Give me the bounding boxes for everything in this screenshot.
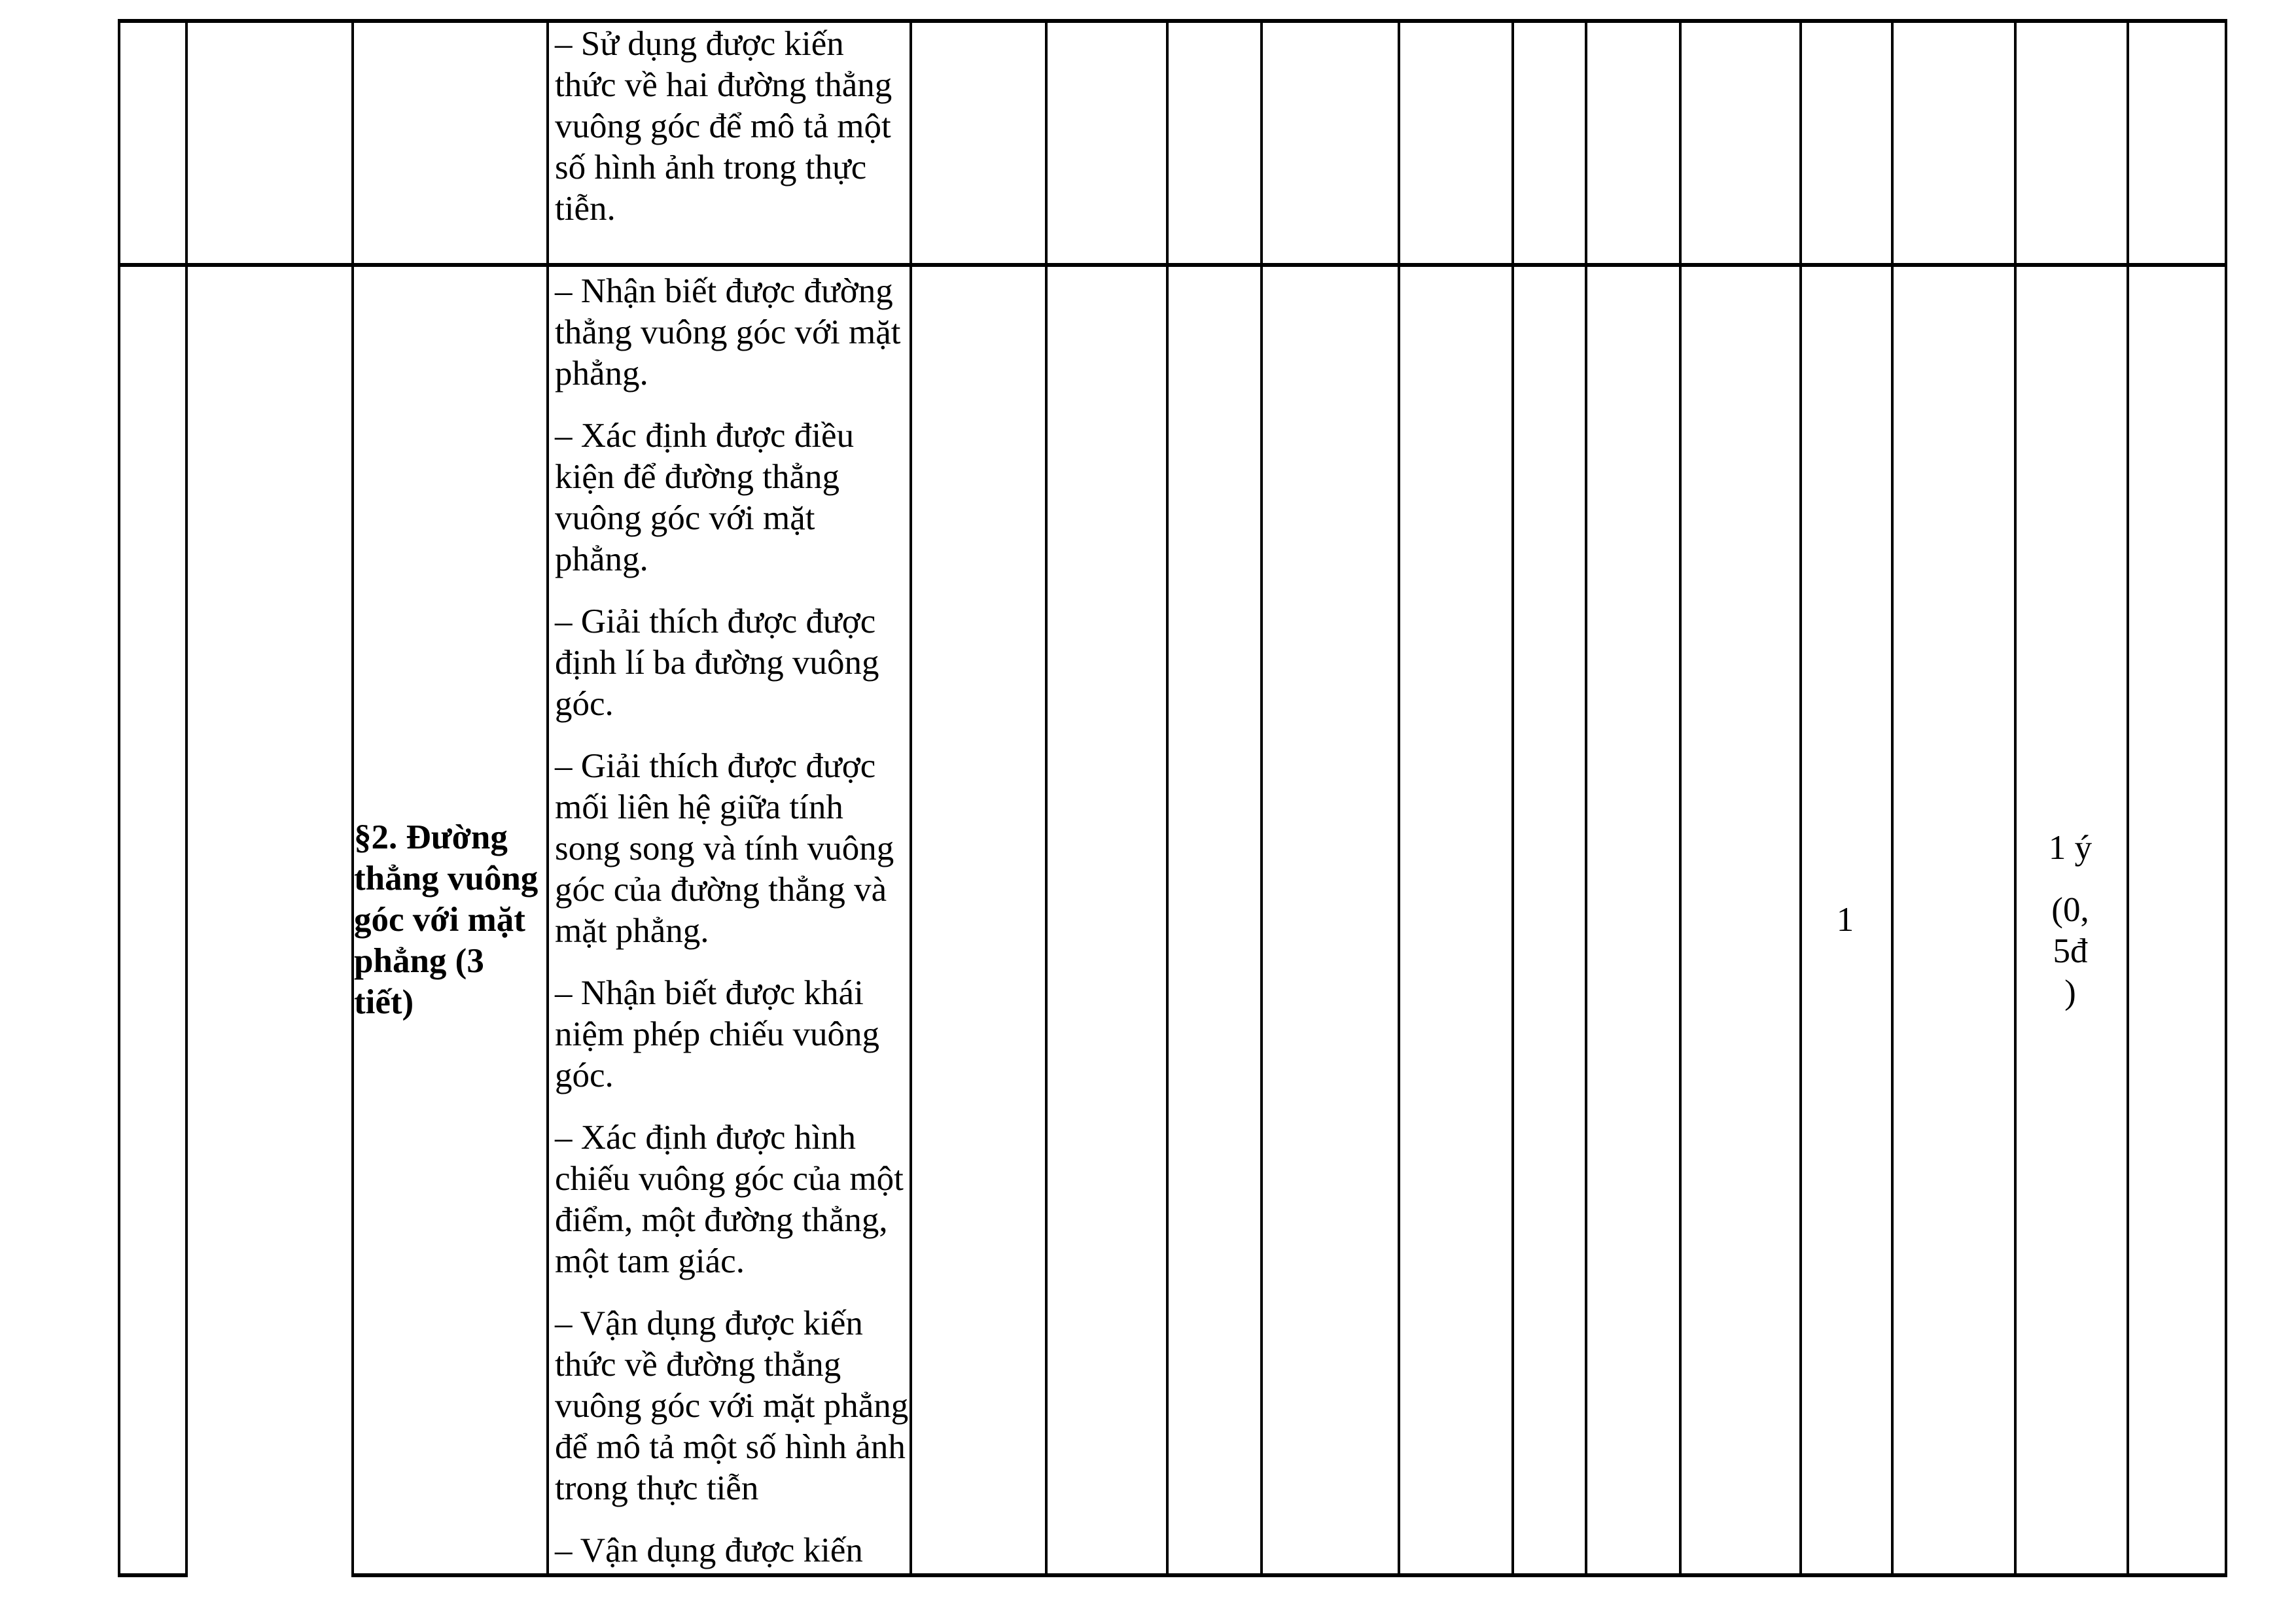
paragraph <box>555 1117 908 1282</box>
table-column-border <box>1260 19 1263 1577</box>
table-column-border <box>185 19 188 1577</box>
table-row-border-top <box>118 19 2227 23</box>
text-line: thức về đường thẳng <box>555 1346 841 1384</box>
paragraph <box>555 601 908 725</box>
text-line: góc của đường thẳng và <box>555 871 887 909</box>
text-line: góc. <box>555 1056 614 1094</box>
paragraph <box>555 271 908 394</box>
requirements-cell-continued <box>555 24 908 230</box>
text-line: vuông góc với mặt phẳng <box>555 1387 909 1425</box>
text-line: phẳng. <box>555 355 648 393</box>
table-column-border <box>2127 19 2129 1577</box>
text-line: thẳng vuông góc với mặt <box>555 313 901 351</box>
text-line: để mô tả một số hình ảnh <box>555 1428 906 1466</box>
table-column-border <box>1585 19 1587 1577</box>
table-column-border <box>1511 19 1514 1577</box>
paragraph <box>555 1530 908 1571</box>
text-line: 1 ý <box>2048 828 2093 867</box>
table-column-border <box>1398 19 1400 1577</box>
text-line: phẳng. <box>555 540 648 578</box>
requirements-cell <box>555 271 908 1571</box>
text-line: góc. <box>555 685 614 723</box>
text-line: song song và tính vuông <box>555 829 894 867</box>
text-line: trong thực tiễn <box>555 1469 759 1507</box>
text-line: vuông góc để mô tả một <box>555 107 891 145</box>
text-line: niệm phép chiếu vuông <box>555 1015 880 1053</box>
text-line: vuông góc với mặt <box>555 499 815 537</box>
text-line: §2. Đường <box>354 818 508 856</box>
table-column-border <box>2225 19 2227 1577</box>
text-line: kiện để đường thẳng <box>555 458 840 496</box>
text-line: – Nhận biết được đường <box>555 272 893 310</box>
paragraph <box>555 415 908 580</box>
text-line: – Vận dụng được kiến <box>555 1531 863 1569</box>
text-line: chiếu vuông góc của một <box>555 1160 904 1198</box>
text-line: thẳng vuông <box>354 860 539 898</box>
text-line: một tam giác. <box>555 1242 745 1280</box>
text-line: thức về hai đường thẳng <box>555 66 892 104</box>
question-count-cell <box>1802 267 1888 1573</box>
text-line: phẳng (3 <box>354 942 484 980</box>
text-line: số hình ảnh trong thực <box>555 148 867 186</box>
paragraph <box>555 746 908 952</box>
topic-cell <box>354 267 545 1573</box>
text-line: góc với mặt <box>354 901 525 939</box>
text-line: – Giải thích được được <box>555 747 876 785</box>
table-row-border-bottom-left-segment <box>118 1573 188 1577</box>
text-line: – Xác định được điều <box>555 417 855 455</box>
text-line: tiết) <box>354 983 414 1021</box>
table-column-border <box>546 19 549 1577</box>
text-line: định lí ba đường vuông <box>555 644 879 682</box>
paragraph <box>555 973 908 1096</box>
text-line: mối liên hệ giữa tính <box>555 788 843 826</box>
paragraph <box>2051 890 2089 1013</box>
table-column-border <box>1679 19 1682 1577</box>
text-line: – Nhận biết được khái <box>555 974 864 1012</box>
text-line: điểm, một đường thẳng, <box>555 1201 888 1239</box>
paragraph <box>555 1303 908 1509</box>
text-line: 5đ <box>2053 932 2088 970</box>
table-column-border <box>1891 19 1894 1577</box>
table-column-border <box>910 19 912 1577</box>
score-cell <box>2017 267 2124 1573</box>
text-line: – Sử dụng được kiến <box>555 25 844 63</box>
text-line: ) <box>2064 973 2076 1011</box>
text-line: tiễn. <box>555 190 616 228</box>
question-count-value: 1 <box>1836 901 1854 939</box>
text-line: – Xác định được hình <box>555 1119 857 1157</box>
text-line: (0, <box>2051 890 2089 929</box>
text-line: – Giải thích được được <box>555 602 876 640</box>
text-line: mặt phẳng. <box>555 912 709 950</box>
text-line: – Vận dụng được kiến <box>555 1304 863 1342</box>
paragraph <box>2049 828 2092 869</box>
table-column-border <box>118 19 120 1577</box>
table-column-border <box>1166 19 1169 1577</box>
table-row-border-bottom-right-segment <box>351 1573 2227 1577</box>
table-column-border <box>1045 19 1048 1577</box>
